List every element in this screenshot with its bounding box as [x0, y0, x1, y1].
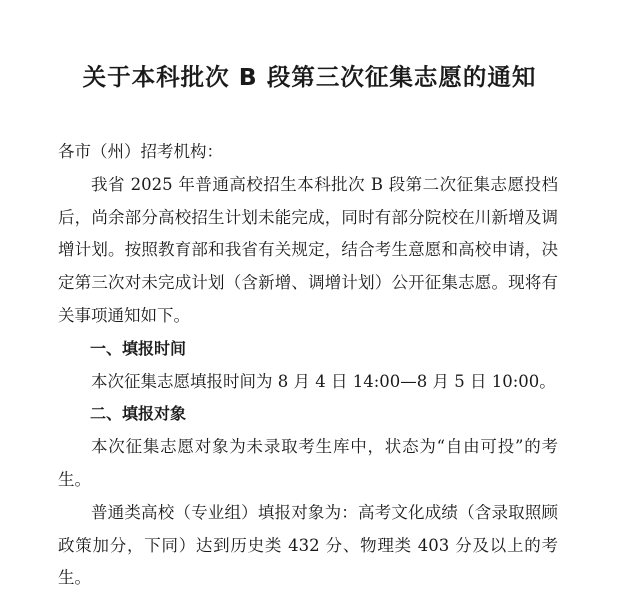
intro-paragraph: 我省 2025 年普通高校招生本科批次 B 段第二次征集志愿投档后，尚余部分高校招生计划未能完成，同时有部分院校在川新增及调增计划。按照教育部和我省有关规定，结合考生意愿和高校申请，决定第三次对未完成计划（含新增、调增计划）公开征集志愿。现将有关事项通知如下。: [58, 174, 558, 325]
section-paragraph-target-2: 普通类高校（专业组）填报对象为：高考文化成绩（含录取照顾政策加分，下同）达到历史类 432 分、物理类 403 分及以上的考生。: [58, 502, 558, 588]
document-body: [58, 136, 558, 595]
section-heading-time: 一、填报时间: [90, 338, 187, 358]
salutation: 各市（州）招考机构：: [58, 142, 223, 161]
section-paragraph-time: 本次征集志愿填报时间为 8 月 4 日 14:00—8 月 5 日 10:00。: [91, 371, 556, 391]
document-title: 关于本科批次 B 段第三次征集志愿的通知: [82, 63, 537, 91]
section-paragraph-target-1: 本次征集志愿对象为未录取考生库中，状态为“自由可投”的考生。: [58, 437, 558, 489]
section-heading-target: 二、填报对象: [90, 404, 187, 424]
